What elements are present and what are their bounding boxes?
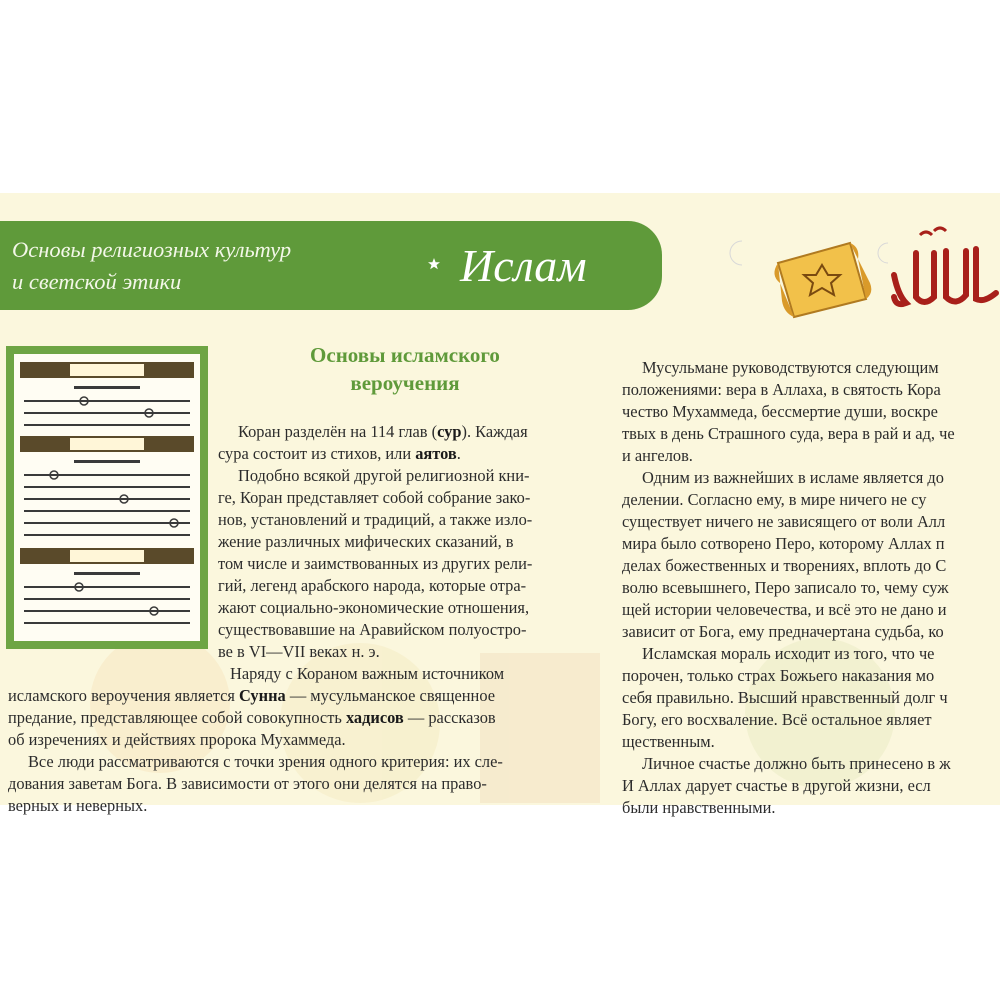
text-line: И Аллах дарует счастье в другой жизни, есл [622, 776, 931, 795]
text-line: волю всевышнего, Перо записало то, чему суж [622, 578, 949, 597]
text-run: предание, представляющее собой совокупность [8, 708, 346, 727]
crescent-star-icon [408, 247, 444, 287]
text-line: порочен, только страх Божьего наказания мо [622, 666, 935, 685]
text-line: зависит от Бога, ему предначертана судьба, ко [622, 622, 944, 641]
text-run: — рассказов [403, 708, 496, 727]
text-line: Все люди рассматриваются с точки зрения одного критерия: их сле- [28, 752, 503, 771]
text-line: Подобно всякой другой религиозной кни- [238, 466, 530, 485]
poster-page [0, 193, 1000, 817]
banner-title: Ислам [460, 240, 587, 291]
section-heading-line1: Основы исламского [310, 343, 500, 367]
text-line: жение различных мифических сказаний, в [218, 532, 514, 551]
text-line: были нравственными. [622, 798, 776, 817]
bold-term: хадисов [345, 708, 404, 727]
text-line: и ангелов. [622, 446, 693, 465]
text-line: верных и неверных. [8, 796, 148, 815]
text-line: делении. Согласно ему, в мире ничего не су [622, 490, 927, 509]
text-line: Личное счастье должно быть принесено в ж [642, 754, 951, 773]
bold-term: сур [437, 422, 462, 441]
decorative-emblems [720, 213, 1000, 333]
text-line: Наряду с Кораном важным источником [230, 664, 505, 683]
course-subtitle-line1: Основы религиозных культур [12, 237, 292, 262]
text-line: делах божественных и творениях, вплоть до С [622, 556, 947, 575]
text-run: исламского вероучения является [8, 686, 239, 705]
course-subtitle [12, 234, 291, 298]
text-line: ве в VI—VII веках н. э. [218, 642, 380, 661]
quran-page-image [6, 346, 208, 649]
text-line: существовавшие на Аравийском полуостро- [218, 620, 527, 639]
text-line: чество Мухаммеда, бессмертие души, воскре [622, 402, 938, 421]
text-run: — мусульманское священное [285, 686, 495, 705]
bold-term: Сунна [239, 686, 286, 705]
course-subtitle-line2: и светской этики [12, 269, 182, 294]
text-line [8, 685, 495, 707]
text-line: мира было сотворено Перо, которому Аллах п [622, 534, 945, 553]
text-line: нов, установлений и традиций, а также изло- [218, 510, 533, 529]
text-line: положениями: вера в Аллаха, в святость Кора [622, 380, 941, 399]
text-run: ). Каждая [461, 422, 528, 441]
text-line: Одним из важнейших в исламе является до [642, 468, 944, 487]
text-line: том числе и заимствованных из других рели- [218, 554, 533, 573]
allah-calligraphy-icon [878, 228, 996, 304]
text-line: Исламская мораль исходит из того, что че [642, 644, 935, 663]
section-heading-line2: вероучения [350, 371, 460, 395]
text-run: Коран разделён на 114 глав ( [238, 422, 438, 441]
scroll-emblem-icon [774, 243, 871, 317]
text-line [8, 707, 496, 729]
text-run: сура состоит из стихов, или [218, 444, 416, 463]
bold-term: аятов [415, 444, 457, 463]
text-line [218, 443, 461, 465]
text-line: дования заветам Бога. В зависимости от этого они делятся на право- [8, 774, 487, 793]
text-line: жают социально-экономические отношения, [218, 598, 530, 617]
title-banner [0, 221, 662, 310]
quran-page-illustration [14, 354, 200, 641]
text-line [238, 421, 528, 443]
text-line: Мусульмане руководствуются следующим [642, 358, 939, 377]
text-line: гий, легенд арабского народа, которые отра- [218, 576, 527, 595]
text-line: существует ничего не зависящего от воли Алл [622, 512, 946, 531]
text-line: щей истории человечества, и всё это не дано и [622, 600, 947, 619]
text-line: себя правильно. Высший нравственный долг ч [622, 688, 948, 707]
section-heading [240, 341, 570, 397]
text-line: щественным. [622, 732, 715, 751]
small-crescent-icon [730, 241, 742, 265]
text-line: об изречениях и действиях пророка Мухаммеда. [8, 730, 346, 749]
text-line: ге, Коран представляет собой собрание зако- [218, 488, 531, 507]
text-line: Богу, его восхваление. Всё остальное являет [622, 710, 932, 729]
text-run: . [456, 444, 461, 463]
text-line: твых в день Страшного суда, вера в рай и ад, че [622, 424, 955, 443]
